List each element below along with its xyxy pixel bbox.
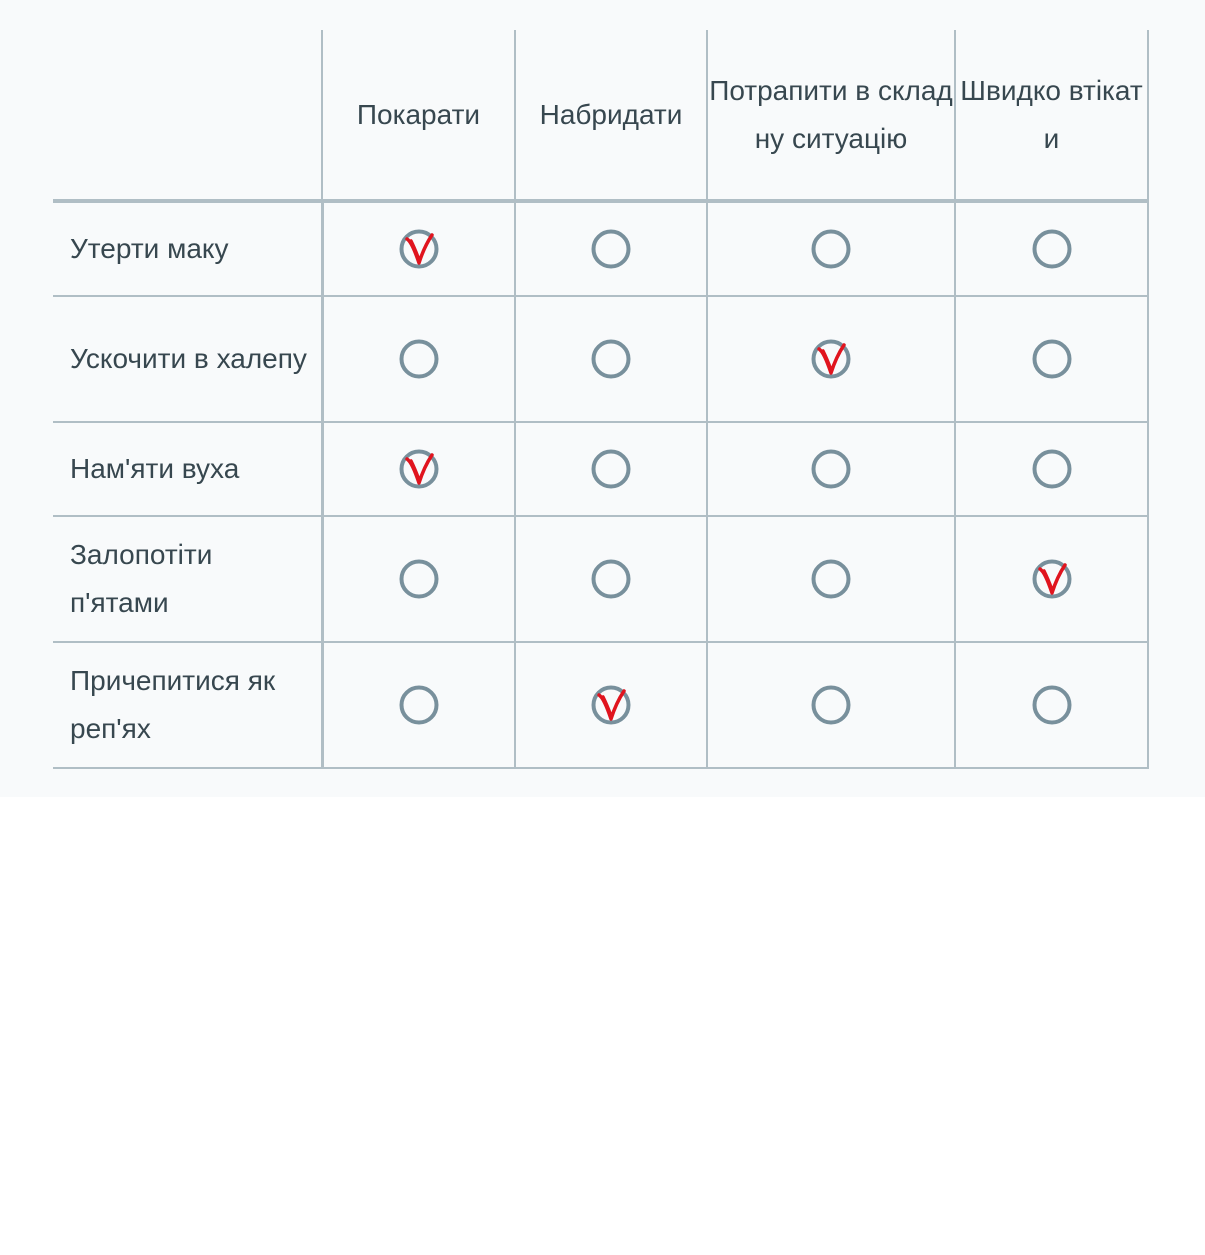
column-header: Потрапити в складну ситуацію (707, 30, 955, 201)
radio-circle-icon (1032, 559, 1072, 599)
matrix-cell (515, 516, 707, 642)
radio-circle-icon (1032, 449, 1072, 489)
matrix-cell (515, 296, 707, 422)
table-row (53, 201, 1148, 296)
row-label: Нам'яти вуха (53, 422, 322, 516)
matrix-cell (322, 642, 515, 768)
matrix-cell (707, 516, 955, 642)
radio-circle-icon (811, 559, 851, 599)
matrix-cell (322, 296, 515, 422)
radio-button[interactable] (1032, 559, 1072, 599)
handwritten-check-icon (407, 455, 432, 483)
radio-button[interactable] (811, 685, 851, 725)
radio-circle-icon (591, 339, 631, 379)
matrix-cell (955, 422, 1148, 516)
handwritten-check-icon (407, 235, 432, 263)
handwritten-check-icon (1040, 565, 1065, 593)
radio-circle-icon (591, 229, 631, 269)
radio-button[interactable] (811, 339, 851, 379)
radio-button[interactable] (399, 449, 439, 489)
header-row (53, 30, 1148, 201)
radio-button[interactable] (591, 229, 631, 269)
radio-circle-icon (811, 229, 851, 269)
row-label: Причепитися як реп'ях (53, 642, 322, 768)
radio-button[interactable] (591, 449, 631, 489)
matrix-cell (955, 296, 1148, 422)
radio-button[interactable] (811, 229, 851, 269)
matrix-cell (707, 201, 955, 296)
matrix-cell (322, 201, 515, 296)
radio-button[interactable] (1032, 449, 1072, 489)
radio-circle-icon (399, 339, 439, 379)
table-row (53, 296, 1148, 422)
matrix-cell (515, 201, 707, 296)
radio-button[interactable] (399, 339, 439, 379)
radio-button[interactable] (1032, 229, 1072, 269)
corner-cell (53, 30, 322, 201)
matrix-cell (515, 422, 707, 516)
radio-circle-icon (399, 559, 439, 599)
radio-button[interactable] (591, 559, 631, 599)
matrix-cell (515, 642, 707, 768)
radio-circle-icon (811, 685, 851, 725)
matrix-cell (707, 422, 955, 516)
radio-button[interactable] (811, 559, 851, 599)
radio-circle-icon (591, 559, 631, 599)
handwritten-check-icon (599, 691, 624, 719)
radio-circle-icon (399, 449, 439, 489)
matching-matrix (53, 30, 1149, 769)
table-row (53, 516, 1148, 642)
radio-circle-icon (399, 229, 439, 269)
matrix-cell (955, 516, 1148, 642)
radio-circle-icon (399, 685, 439, 725)
radio-circle-icon (591, 685, 631, 725)
row-label: Залопотіти п'ятами (53, 516, 322, 642)
row-label: Ускочити в халепу (53, 296, 322, 422)
column-header: Швидко втікати (955, 30, 1148, 201)
radio-circle-icon (591, 449, 631, 489)
radio-button[interactable] (591, 685, 631, 725)
matrix-cell (707, 296, 955, 422)
radio-button[interactable] (399, 229, 439, 269)
radio-button[interactable] (1032, 339, 1072, 379)
handwritten-check-icon (819, 345, 844, 373)
radio-circle-icon (1032, 229, 1072, 269)
radio-circle-icon (1032, 339, 1072, 379)
radio-button[interactable] (811, 449, 851, 489)
radio-button[interactable] (399, 559, 439, 599)
table-row (53, 642, 1148, 768)
matrix-cell (707, 642, 955, 768)
radio-button[interactable] (591, 339, 631, 379)
column-header: Набридати (515, 30, 707, 201)
matrix-cell (322, 422, 515, 516)
row-label: Утерти маку (53, 201, 322, 296)
radio-button[interactable] (1032, 685, 1072, 725)
radio-circle-icon (811, 339, 851, 379)
matrix-cell (322, 516, 515, 642)
matrix-cell (955, 201, 1148, 296)
radio-circle-icon (1032, 685, 1072, 725)
radio-circle-icon (811, 449, 851, 489)
table-row (53, 422, 1148, 516)
matrix-cell (955, 642, 1148, 768)
column-header: Покарати (322, 30, 515, 201)
radio-button[interactable] (399, 685, 439, 725)
